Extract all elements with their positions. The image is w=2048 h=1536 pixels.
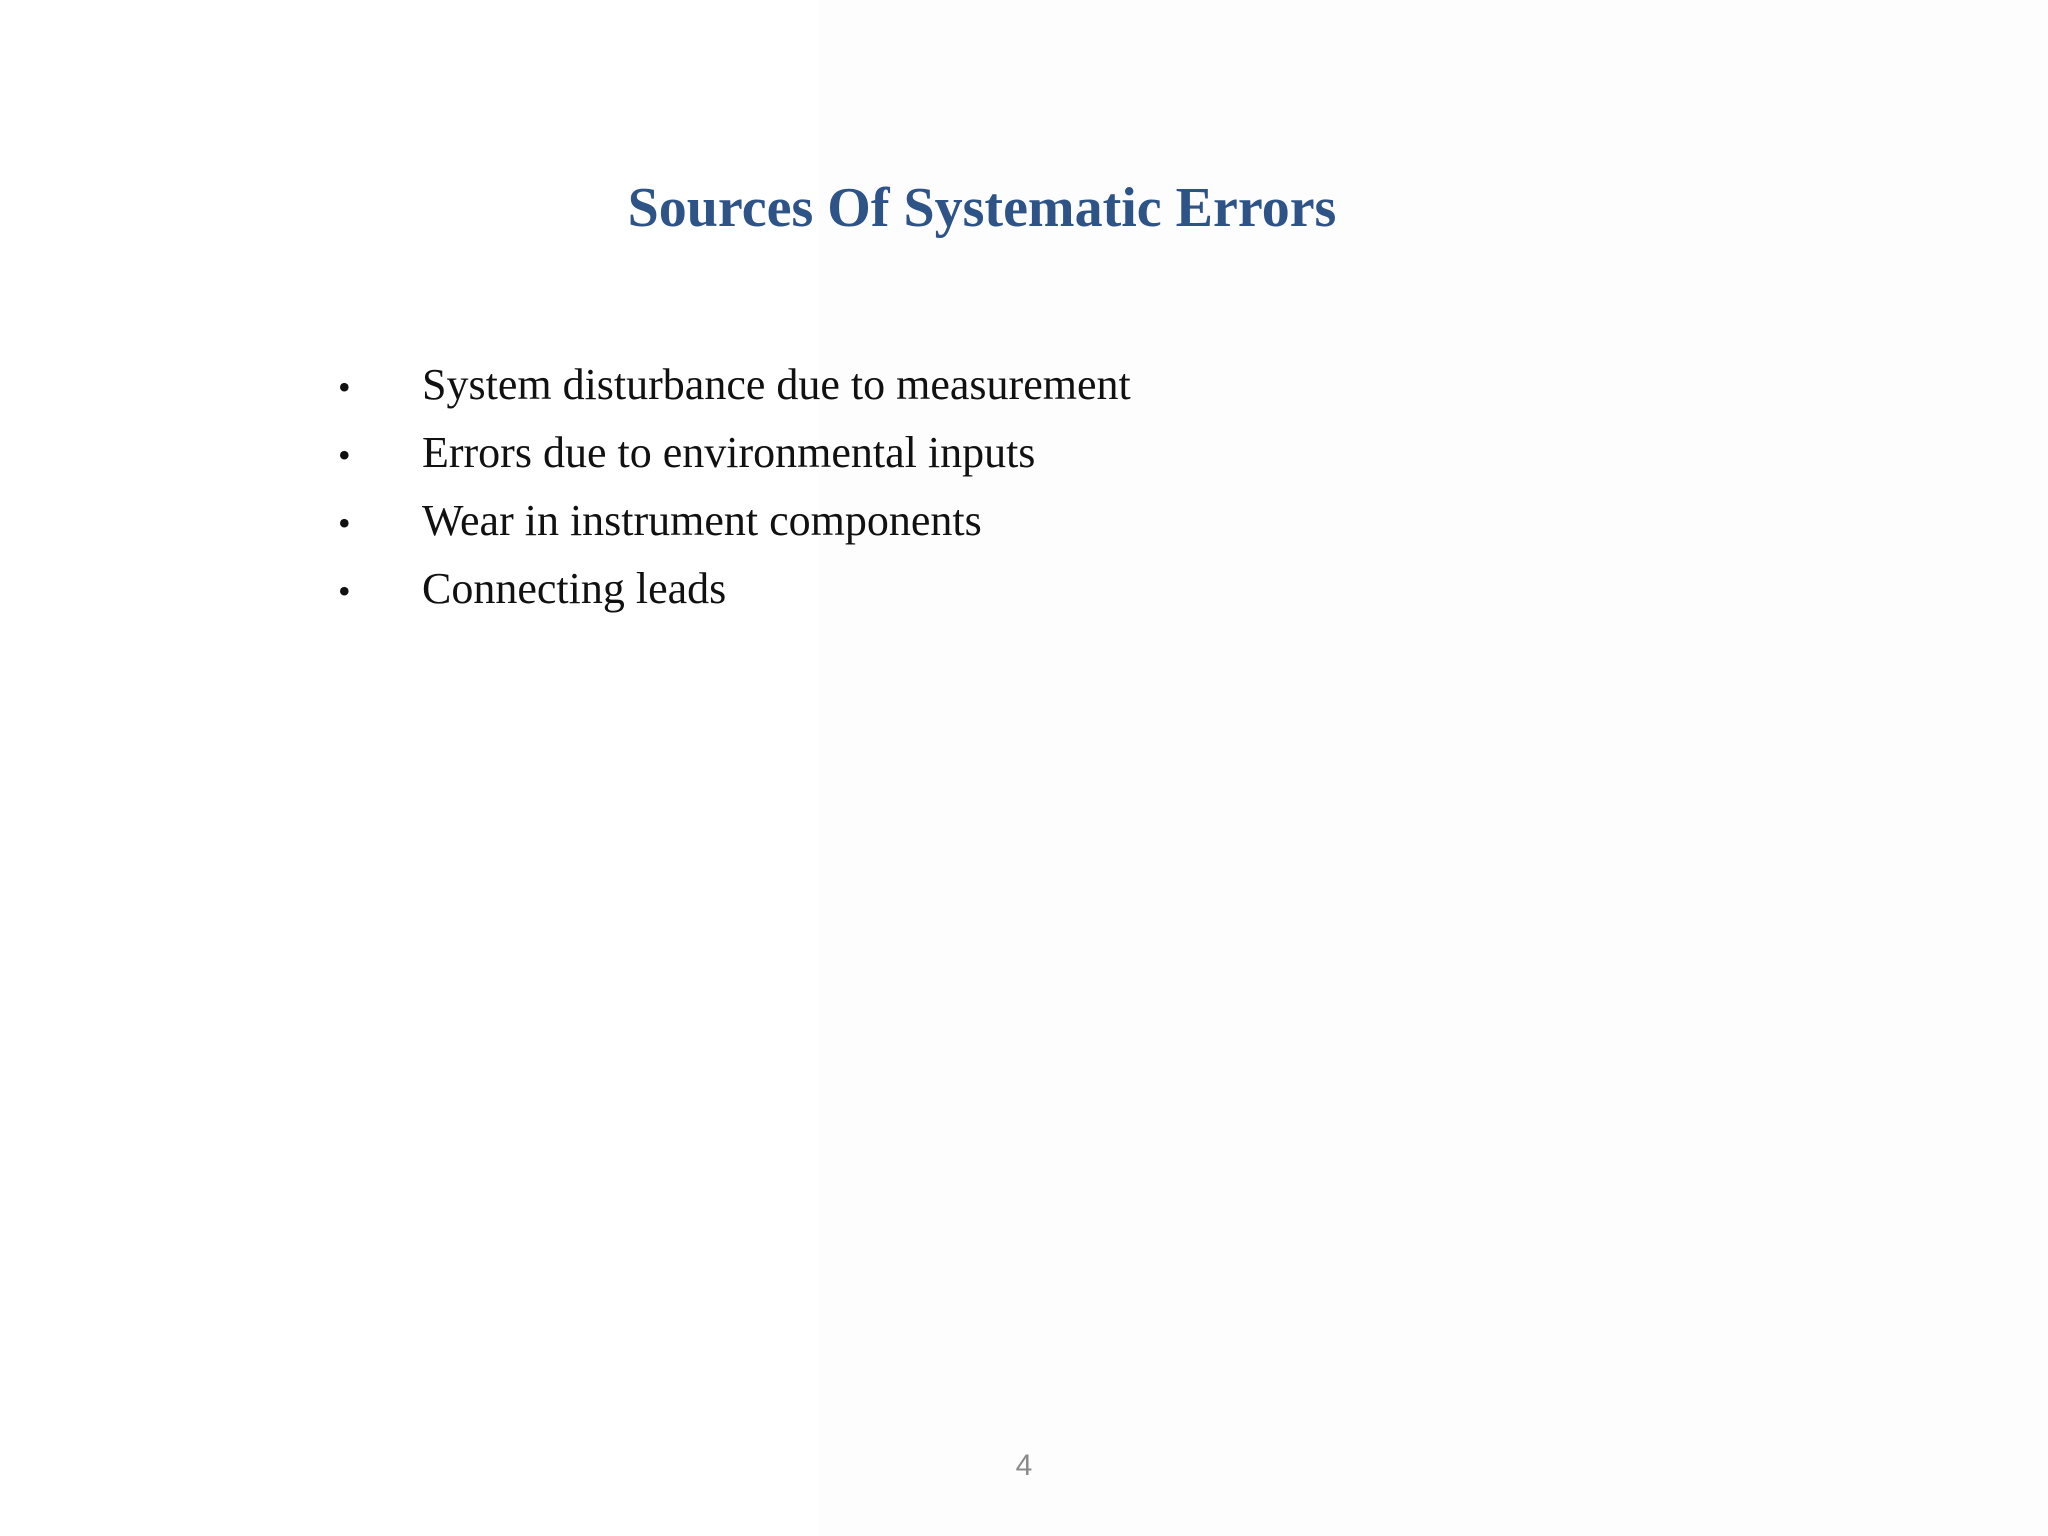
list-item xyxy=(338,556,1131,624)
bullet-text: System disturbance due to measurement xyxy=(422,360,1131,409)
bullet-icon: • xyxy=(338,435,351,475)
list-item xyxy=(338,488,1131,556)
slide-title: Sources Of Systematic Errors xyxy=(627,177,1337,239)
list-item xyxy=(338,352,1131,420)
bullet-icon: • xyxy=(338,503,351,543)
bullet-text: Wear in instrument components xyxy=(422,496,982,545)
bullet-icon: • xyxy=(338,367,351,407)
page-number: 4 xyxy=(1015,1449,1033,1482)
bullet-text: Errors due to environmental inputs xyxy=(422,428,1036,477)
list-item xyxy=(338,420,1131,488)
bullet-list xyxy=(338,352,1131,624)
bullet-icon: • xyxy=(338,571,351,611)
bullet-text: Connecting leads xyxy=(422,564,727,613)
